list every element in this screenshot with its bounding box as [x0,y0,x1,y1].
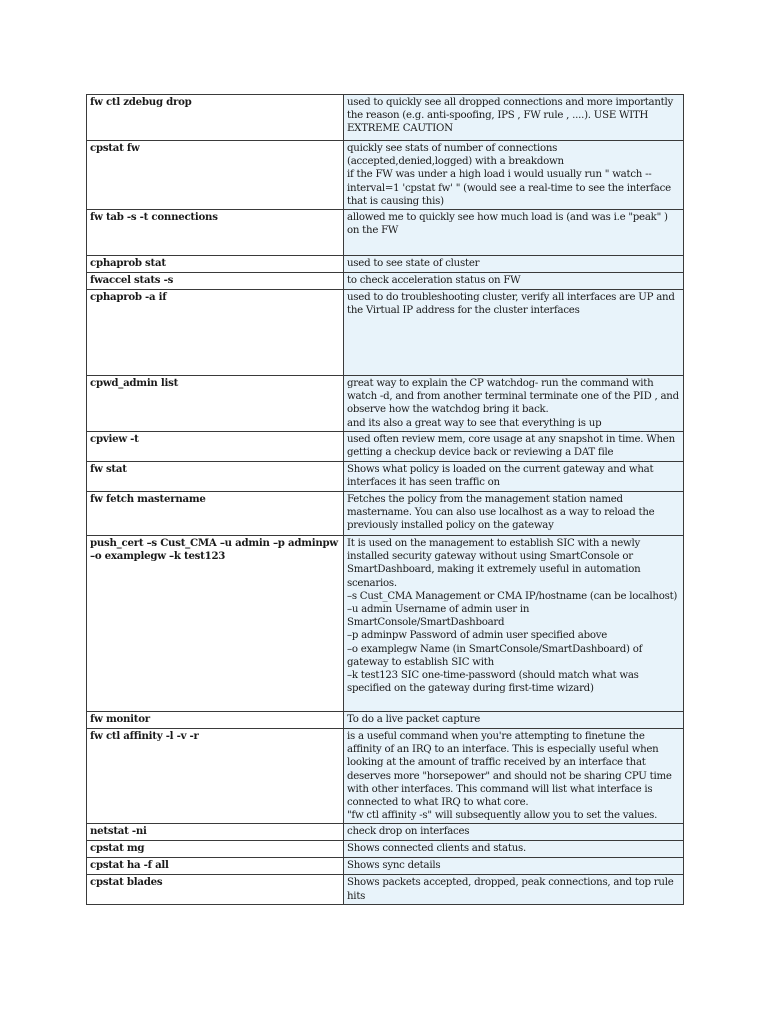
table-row [87,492,684,536]
description-line: and its also a great way to see that everything is up [347,417,602,429]
command-text: cpstat blades [90,876,163,889]
description-cell [344,290,684,376]
description-cell [344,536,684,712]
table-row [87,256,684,273]
command-cell [87,273,344,290]
description-line: It is used on the management to establish SIC with a newly installed security gateway without using SmartConsole or SmartDashboard, making it extremely useful in automation scenarios. [347,538,641,589]
description-cell [344,95,684,141]
description-line: quickly see stats of number of connections [347,143,558,154]
command-cell [87,875,344,904]
table-row [87,290,684,376]
command-cell [87,290,344,376]
command-text: cphaprob -a if [90,291,167,304]
description-line: –s Cust_CMA Management or CMA IP/hostname (can be localhost) [347,590,678,602]
description-cell [344,712,684,729]
table-row [87,95,684,141]
description-cell [344,492,684,536]
command-text: netstat -ni [90,825,147,838]
command-cell [87,712,344,729]
description-cell [344,432,684,462]
command-text: cpview -t [90,433,139,446]
command-text: cpwd_admin list [90,377,179,390]
command-cell [87,95,344,141]
description-cell [344,462,684,492]
table-row [87,858,684,875]
description-line: to check acceleration status on FW [347,275,521,287]
table-row [87,729,684,824]
table-row [87,841,684,858]
description-line: (accepted,denied,logged) with a breakdown [347,156,564,168]
description-cell [344,858,684,875]
description-line: Fetches the policy from the management station named mastername. You can also use localhost as a way to reload the previously installed policy on the gateway [347,494,655,532]
description-line: used often review mem, core usage at any snapshot in time. When getting a checkup device back or reviewing a DAT file [347,434,675,459]
description-line: –k test123 SIC one-time-password (should match what was specified on the gateway during first-time wizard) [347,670,639,695]
description-cell [344,273,684,290]
command-cell [87,841,344,858]
description-line: if the FW was under a high load i would usually run " watch --interval=1 'cpstat fw' " (would see a real-time to see the interface that is causing this) [347,169,671,207]
command-text: fw fetch mastername [90,493,206,506]
table-row [87,432,684,462]
command-cell [87,492,344,536]
command-cell [87,256,344,273]
table-row [87,210,684,256]
description-cell [344,824,684,841]
command-text: cpstat ha -f all [90,859,169,872]
description-cell [344,376,684,432]
description-line: Shows connected clients and status. [347,843,526,855]
description-line: used to do troubleshooting cluster, verify all interfaces are UP and the Virtual IP address for the cluster interfaces [347,292,675,317]
description-line: Shows sync details [347,860,441,872]
description-line: "fw ctl affinity -s" will subsequently allow you to set the values. [347,810,658,822]
description-line: used to quickly see all dropped connections and more importantly the reason (e.g. anti-spoofing, IPS , FW rule , ....). USE WITH EXTREME CAUTION [347,97,674,135]
description-cell [344,875,684,904]
description-cell [344,841,684,858]
command-text: fw tab -s -t connections [90,211,218,224]
command-text: fwaccel stats -s [90,274,174,287]
command-text: fw ctl affinity -l -v -r [90,730,199,743]
description-line: check drop on interfaces [347,826,470,838]
command-cell [87,141,344,210]
table-row [87,875,684,904]
table-row [87,141,684,210]
description-line: used to see state of cluster [347,258,480,270]
table-row [87,536,684,712]
description-line: Shows packets accepted, dropped, peak connections, and top rule hits [347,877,674,902]
command-cell [87,824,344,841]
description-cell [344,729,684,824]
commands-table [86,94,684,905]
command-text: fw monitor [90,713,150,726]
description-line: allowed me to quickly see how much load is (and was i.e "peak" ) on the FW [347,212,668,237]
commands-table-body [87,95,684,905]
description-cell [344,210,684,256]
description-line: Shows what policy is loaded on the current gateway and what interfaces it has seen traffic on [347,464,654,489]
command-text: cpstat fw [90,142,140,154]
description-line: To do a live packet capture [347,714,481,726]
command-text: push_cert –s Cust_CMA –u admin –p adminpw –o examplegw –k test123 [90,537,338,563]
description-cell [344,256,684,273]
command-cell [87,462,344,492]
command-cell [87,210,344,256]
description-line: –p adminpw Password of admin user specified above [347,630,608,642]
table-row [87,824,684,841]
table-row [87,273,684,290]
command-cell [87,432,344,462]
description-line: –u admin Username of admin user in SmartConsole/SmartDashboard [347,604,530,629]
command-text: cphaprob stat [90,257,166,270]
description-cell [344,141,684,210]
command-text: fw ctl zdebug drop [90,96,192,108]
description-line: –o examplegw Name (in SmartConsole/SmartDashboard) of gateway to establish SIC with [347,643,643,668]
table-row [87,712,684,729]
command-cell [87,858,344,875]
command-cell [87,729,344,824]
description-line: great way to explain the CP watchdog- run the command with watch -d, and from another terminal terminate one of the PID , and observe how the watchdog bring it back. [347,378,679,416]
command-cell [87,536,344,712]
table-row [87,462,684,492]
description-line: is a useful command when you're attempting to finetune the affinity of an IRQ to an interface. This is especially useful when looking at the amount of traffic received by an interface that deserves more "horsepower" and should not be sharing CPU time with other interfaces. This command will list what interface is connected to what IRQ to what core. [347,731,672,809]
command-text: cpstat mg [90,842,145,855]
command-cell [87,376,344,432]
table-row [87,376,684,432]
command-text: fw stat [90,463,127,476]
